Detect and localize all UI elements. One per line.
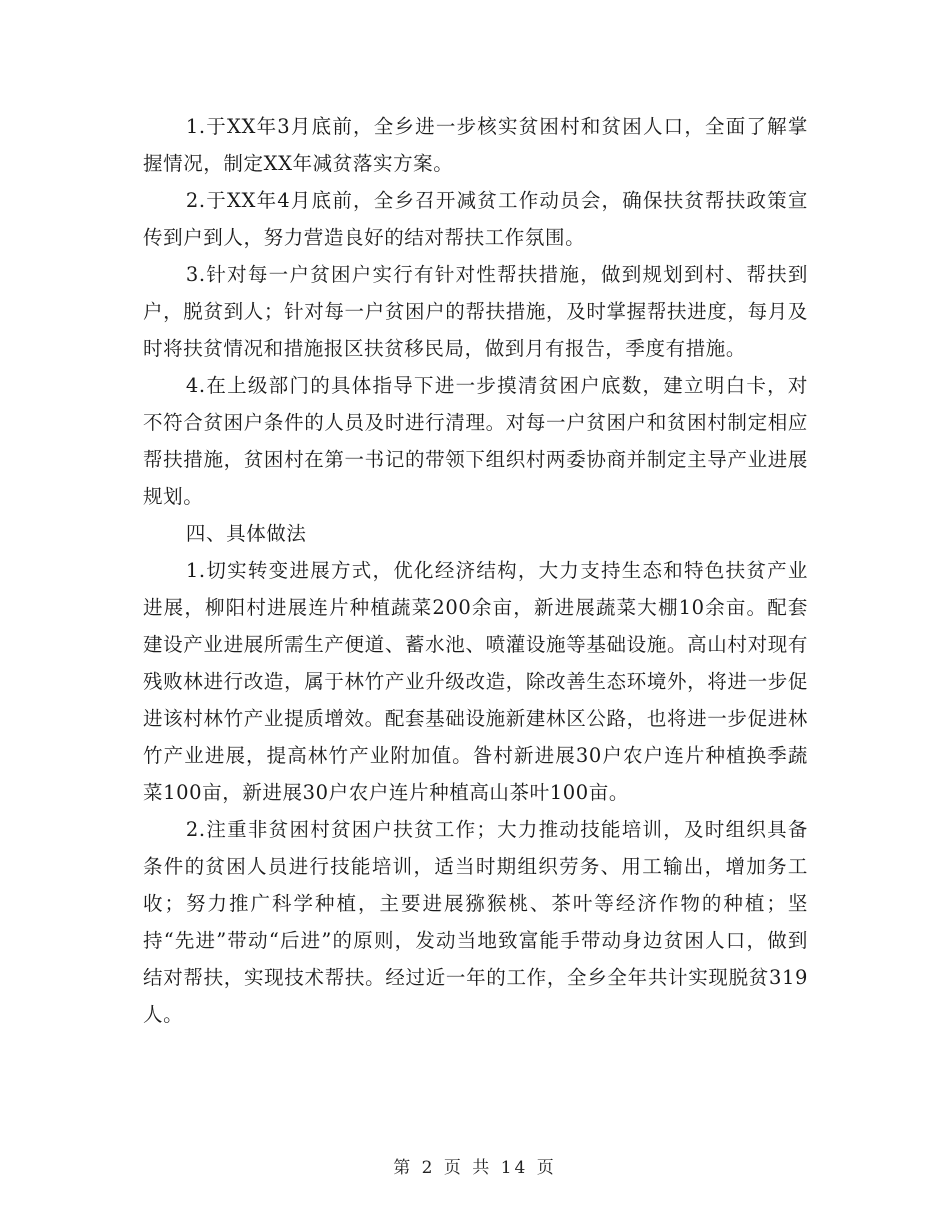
paragraph-5: 1.切实转变进展方式，优化经济结构，大力支持生态和特色扶贫产业进展，柳阳村进展连片种植蔬菜200余亩，新进展蔬菜大棚10余亩。配套建设产业进展所需生产便道、蓄水池、喷灌设施等基础设施。高山村对现有残败林进行改造，属于林竹产业升级改造，除改善生态环境外，将进一步促进该村林竹产业提质增效。配套基础设施新建林区公路，也将进一步促进林竹产业进展，提高林竹产业附加值。昝村新进展30户农户连片种植换季蔬菜100亩，新进展30户农户连片种植高山茶叶100亩。 xyxy=(143,559,808,804)
paragraph-6: 2.注重非贫困村贫困户扶贫工作；大力推动技能培训，及时组织具备条件的贫困人员进行技能培训，适当时期组织劳务、用工输出，增加务工收；努力推广科学种植，主要进展猕猴桃、茶叶等经济作物的种植；坚持“先进”带动“后进”的原则，发动当地致富能手带动身边贫困人口，做到结对帮扶，实现技术帮扶。经过近一年的工作，全乡全年共计实现脱贫319人。 xyxy=(143,818,808,1026)
section-heading: 四、具体做法 xyxy=(185,522,307,545)
paragraph-1: 1.于XX年3月底前，全乡进一步核实贫困村和贫困人口，全面了解掌握情况，制定XX年减贫落实方案。 xyxy=(143,115,808,175)
page-footer: 第 2 页 共 14 页 xyxy=(393,1158,557,1178)
paragraph-4: 4.在上级部门的具体指导下进一步摸清贫困户底数，建立明白卡，对不符合贫困户条件的人员及时进行清理。对每一户贫困户和贫困村制定相应帮扶措施，贫困村在第一书记的带领下组织村两委协商并制定主导产业进展规划。 xyxy=(143,374,808,508)
document-body xyxy=(143,108,808,1033)
paragraph-2: 2.于XX年4月底前，全乡召开减贫工作动员会，确保扶贫帮扶政策宣传到户到人，努力营造良好的结对帮扶工作氛围。 xyxy=(143,189,808,249)
paragraph-3: 3.针对每一户贫困户实行有针对性帮扶措施，做到规划到村、帮扶到户，脱贫到人；针对每一户贫困户的帮扶措施，及时掌握帮扶进度，每月及时将扶贫情况和措施报区扶贫移民局，做到月有报告，季度有措施。 xyxy=(143,263,808,360)
